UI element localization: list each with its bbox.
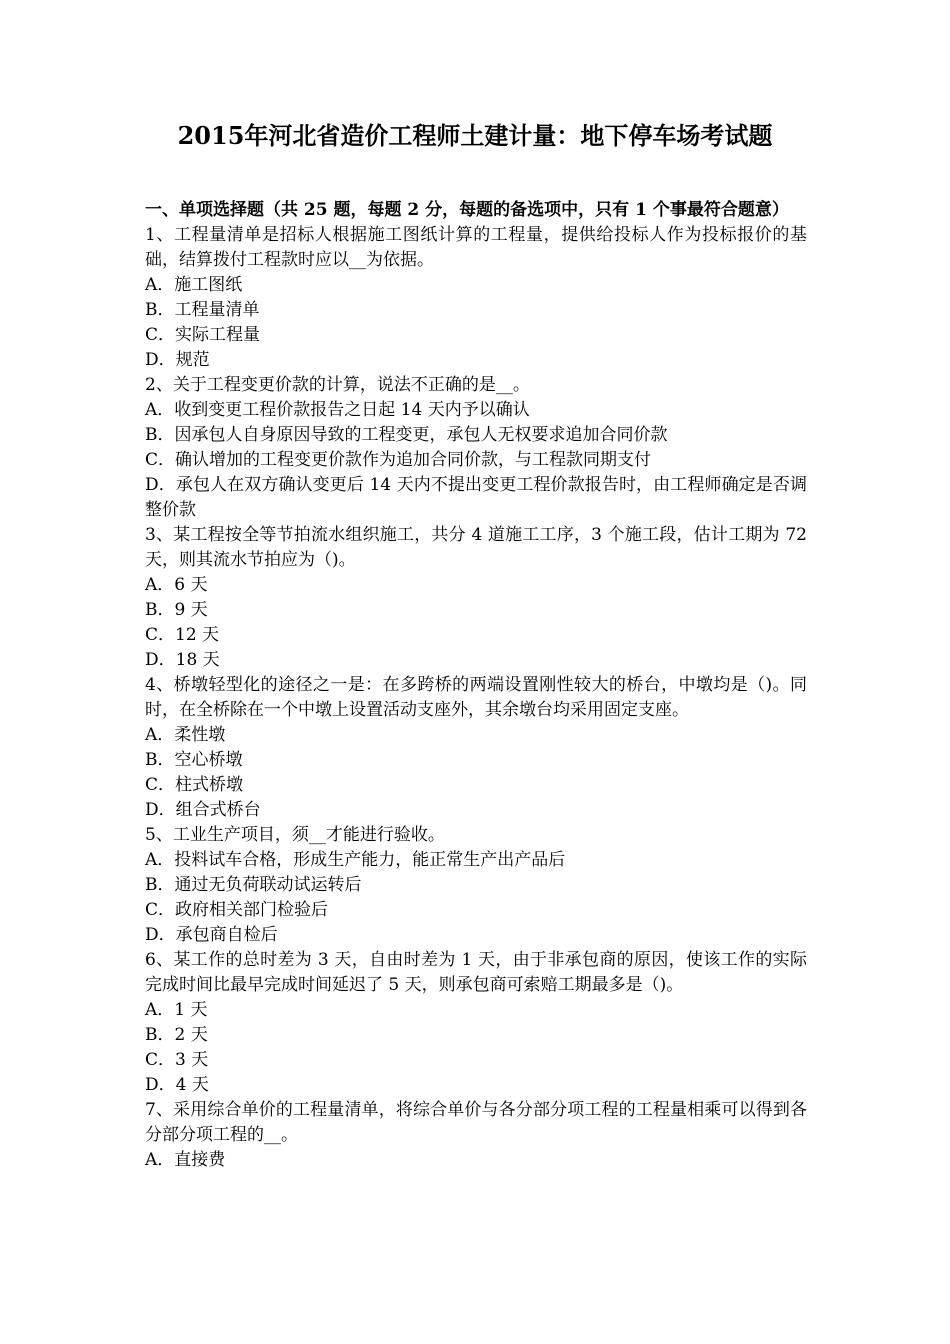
option-d: D．4 天 [145, 1075, 209, 1095]
question-4 [145, 673, 807, 823]
question-2 [145, 373, 807, 523]
option-b: B．因承包人自身原因导致的工程变更，承包人无权要求追加合同价款 [145, 425, 668, 445]
option-a: A．施工图纸 [145, 275, 243, 295]
option-c: C．确认增加的工程变更价款作为追加合同价款，与工程款同期支付 [145, 450, 652, 470]
option-b: B．空心桥墩 [145, 750, 243, 770]
option-d: D．组合式桥台 [145, 800, 261, 820]
question-3 [145, 523, 807, 673]
question-stem: 5、工业生产项目，须__才能进行验收。 [145, 825, 445, 845]
question-stem: 7、采用综合单价的工程量清单，将综合单价与各分部分项工程的工程量相乘可以得到各分部分项工程的__。 [145, 1100, 807, 1145]
option-b: B．2 天 [145, 1025, 208, 1045]
document-title: 2015年河北省造价工程师土建计量：地下停车场考试题 [177, 121, 773, 150]
question-7 [145, 1098, 807, 1173]
question-stem: 3、某工程按全等节拍流水组织施工，共分 4 道施工工序，3 个施工段，估计工期为 72 天，则其流水节拍应为（)。 [145, 525, 807, 570]
option-a: A．柔性墩 [145, 725, 226, 745]
question-stem: 2、关于工程变更价款的计算，说法不正确的是__。 [145, 375, 530, 395]
section-heading: 一、单项选择题（共 25 题，每题 2 分，每题的备选项中，只有 1 个事最符合题意） [145, 200, 789, 220]
question-6 [145, 948, 807, 1098]
option-c: C．柱式桥墩 [145, 775, 244, 795]
option-a: A．1 天 [145, 1000, 208, 1020]
question-5 [145, 823, 807, 948]
question-stem: 1、工程量清单是招标人根据施工图纸计算的工程量，提供给投标人作为投标报价的基础，结算拨付工程款时应以__为依据。 [145, 225, 807, 270]
option-b: B．9 天 [145, 600, 208, 620]
question-1 [145, 223, 807, 373]
question-stem: 6、某工作的总时差为 3 天，自由时差为 1 天，由于非承包商的原因，使该工作的实际完成时间比最早完成时间延迟了 5 天，则承包商可索赔工期最多是（)。 [145, 950, 807, 995]
option-c: C．政府相关部门检验后 [145, 900, 329, 920]
option-c: C．12 天 [145, 625, 220, 645]
question-stem: 4、桥墩轻型化的途径之一是：在多跨桥的两端设置刚性较大的桥台，中墩均是（)。同时，在全桥除在一个中墩上设置活动支座外，其余墩台均采用固定支座。 [145, 675, 807, 720]
option-a: A．直接费 [145, 1150, 226, 1170]
document-body [145, 198, 807, 1173]
option-a: A．收到变更工程价款报告之日起 14 天内予以确认 [145, 400, 530, 420]
option-d: D．18 天 [145, 650, 220, 670]
option-c: C．3 天 [145, 1050, 209, 1070]
option-b: B．通过无负荷联动试运转后 [145, 875, 362, 895]
option-a: A．投料试车合格，形成生产能力，能正常生产出产品后 [145, 850, 566, 870]
option-b: B．工程量清单 [145, 300, 260, 320]
option-d: D．承包商自检后 [145, 925, 278, 945]
option-d: D．承包人在双方确认变更后 14 天内不提出变更工程价款报告时，由工程师确定是否调整价款 [145, 475, 807, 520]
option-d: D．规范 [145, 350, 210, 370]
option-a: A．6 天 [145, 575, 208, 595]
option-c: C．实际工程量 [145, 325, 261, 345]
